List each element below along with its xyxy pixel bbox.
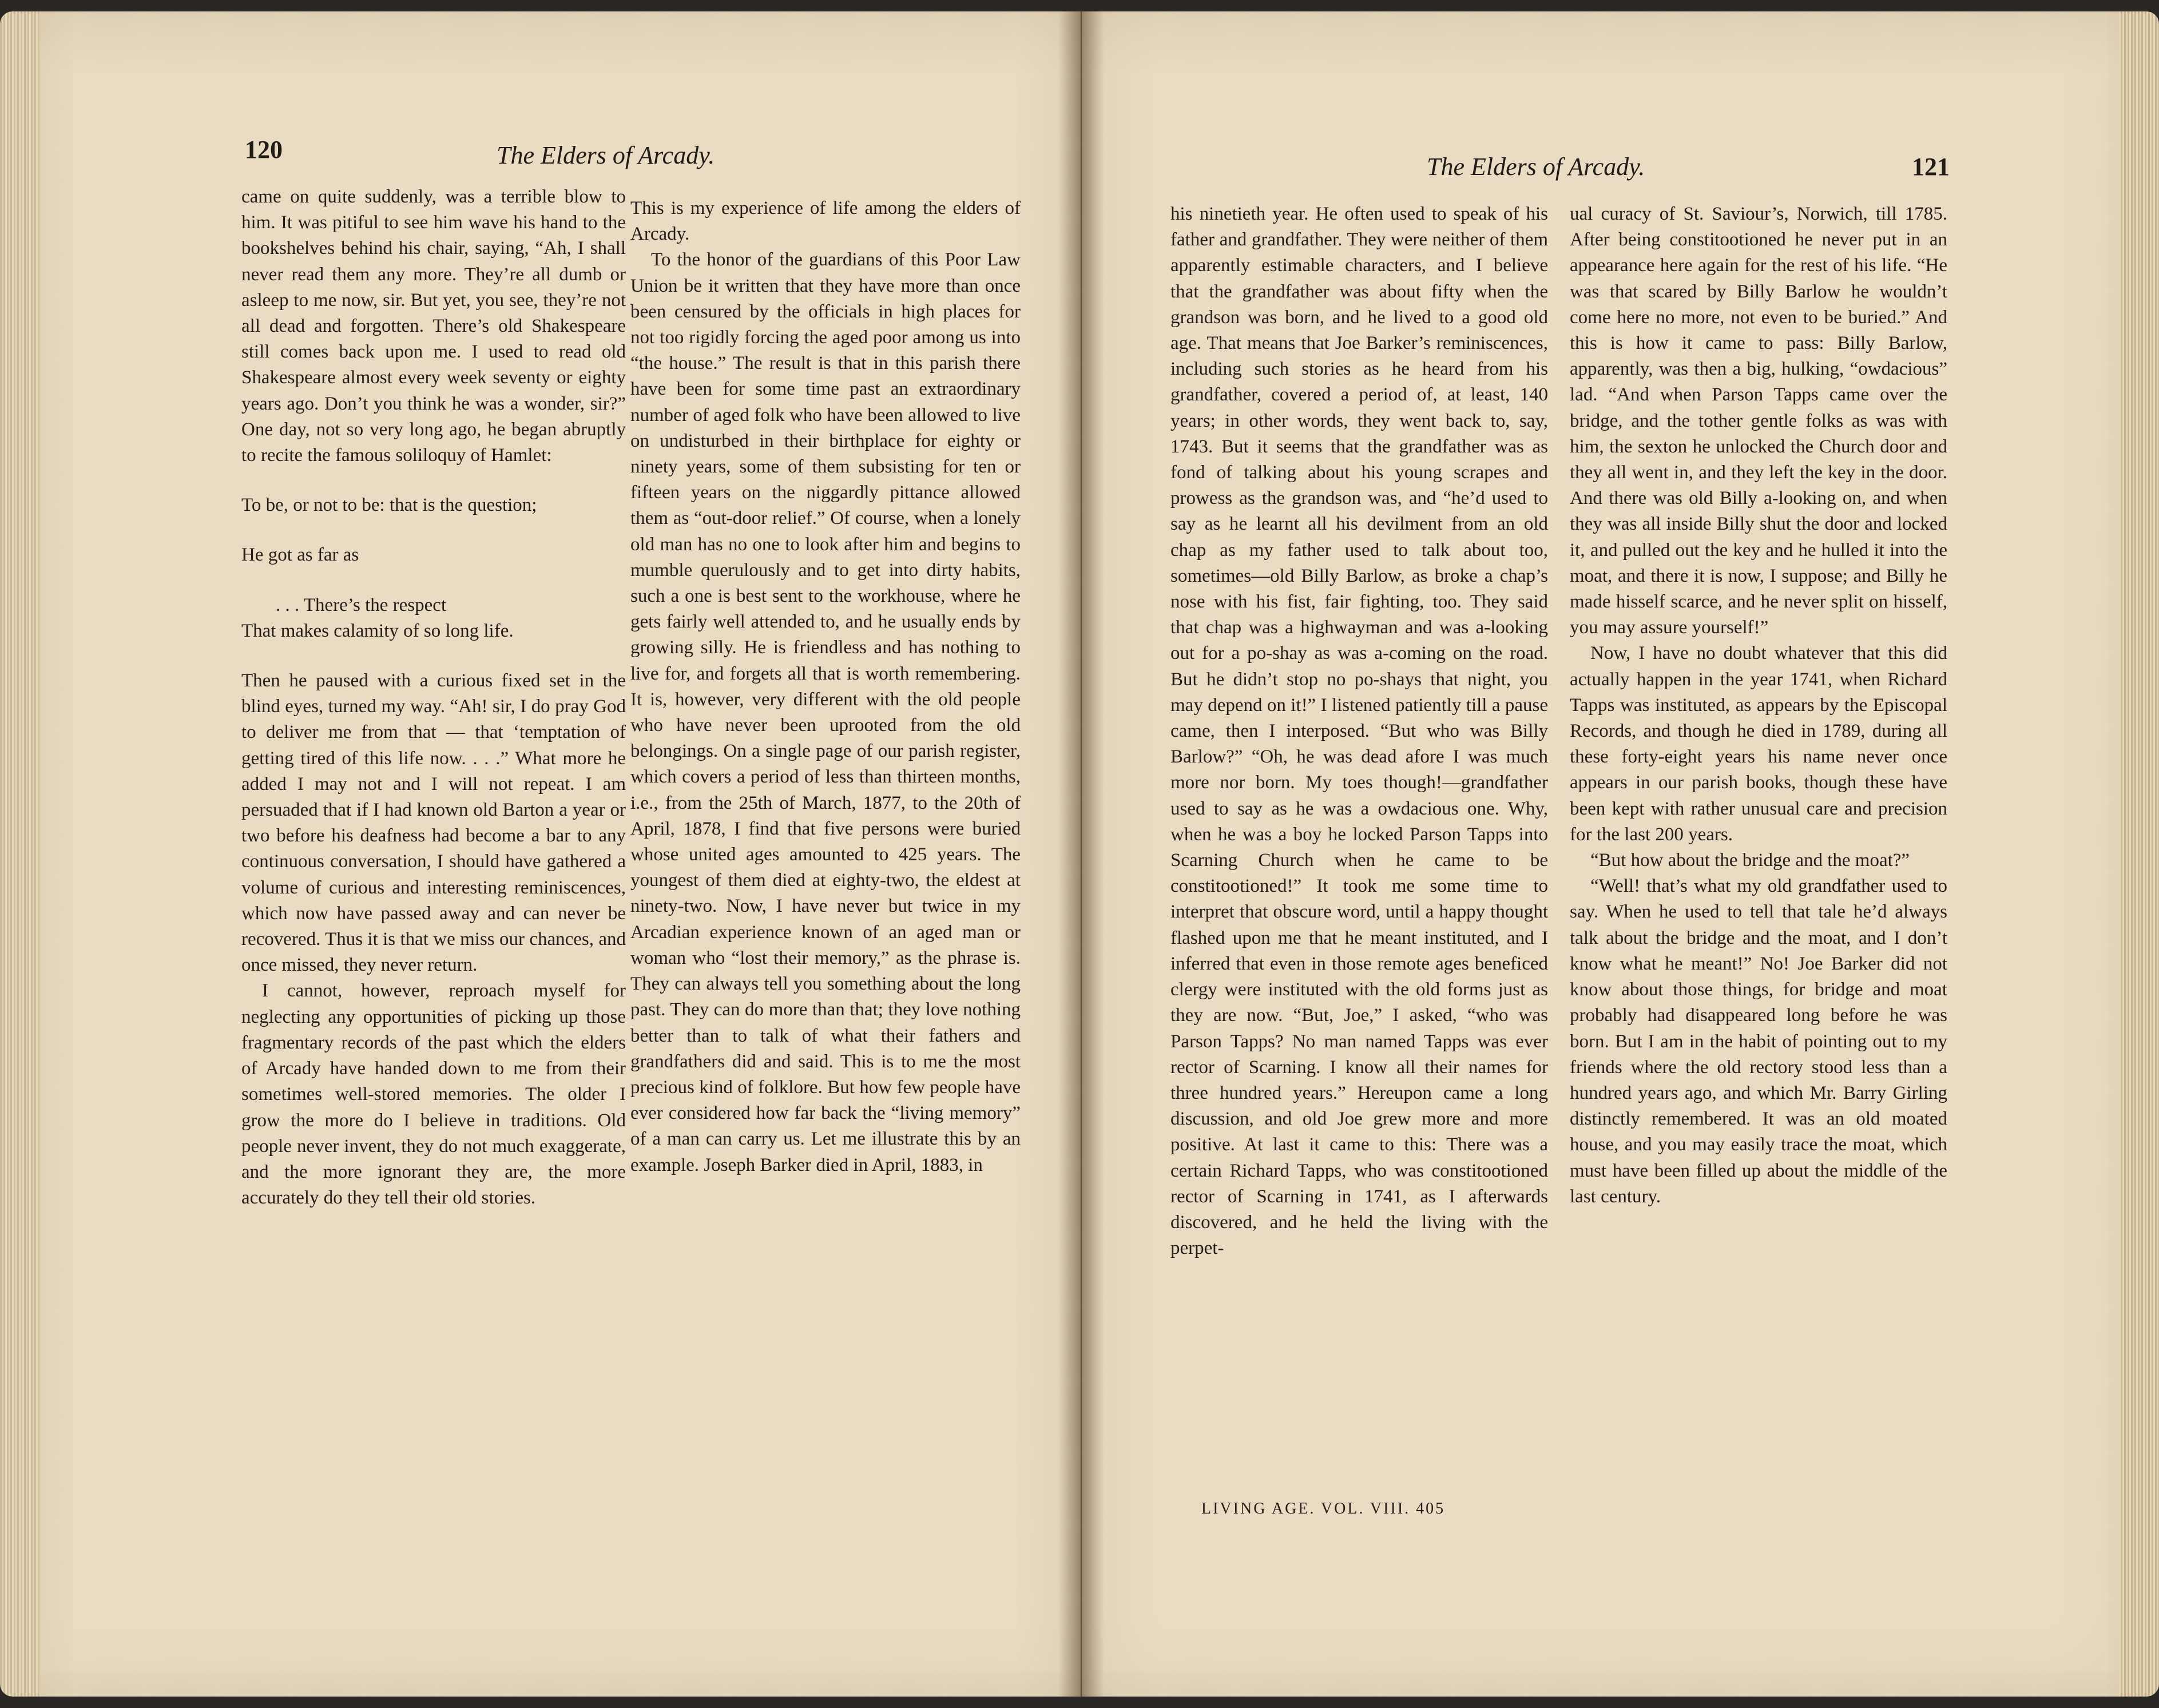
left-page-number: 120 xyxy=(245,136,283,164)
paragraph: his ninetieth year. He often used to speak of his father and grandfather. They were neither of them apparently estimable characters, and I believe that the grandfather was about fifty when the grandson was born, and he lived to a good old age. That means that Joe Barker’s reminiscences, including such stories as he heard from his grandfather, covered a period of, at least, 140 years; in other words, they went back to, say, 1743. But it seems that the grandfather was as fond of talking about his young scrapes and prowess as the grandson was, and “he’d used to say as he learnt all his devilment from an old chap as my father used to talk about too, sometimes—old Billy Barlow, as broke a chap’s nose with his fist, fair fighting, too. They said that chap was a highwayman and was a-looking out for a po-shay as was a-coming on the road. But he didn’t stop no po-shays that night, you may depend on it!” I listened patiently till a pause came, then I interposed. “But who was Billy Barlow?” “Oh, he was dead afore I was much more nor born. My toes though!—grandfather used to say as he was a owdacious one. Why, when he was a boy he locked Parson Tapps into Scarning Church when he came to be constitootioned!” It took me some time to interpret that obscure word, until a happy thought flashed upon me that he meant instituted, and I inferred that even in those remote ages beneficed clergy were instituted with the old forms just as they are now. “But, Joe,” I asked, “who was Parson Tapps? No man named Tapps was ever rector of Scarning. I know all their names for three hundred years.” Hereupon came a long discussion, and old Joe grew more and more positive. At last it came to this: There was a certain Richard Tapps, who was constitootioned rector of Scarning in 1741, as I afterwards discovered, and he held the living with the perpet- xyxy=(1170,204,1548,1259)
paragraph: This is my experience of life among the elders of Arcady. xyxy=(630,198,1021,245)
verse-line: That makes calamity of so long life. xyxy=(241,620,514,641)
book-gutter xyxy=(1058,11,1104,1697)
paragraph: I cannot, however, reproach myself for neglecting any opportunities of picking up those fragmentary records of the past which the elders of Arcady have handed down to me from their sometimes well-stored memories. The older I grow the more do I believe in traditions. Old people never invent, they do not much exaggerate, and the more ignorant they are, the more accurately do they tell their old stories. xyxy=(241,980,626,1209)
verse-line: . . . There’s the respect xyxy=(276,594,447,615)
paragraph: “But how about the bridge and the moat?” xyxy=(1590,850,1910,871)
right-running-title: The Elders of Arcady. xyxy=(1427,153,1645,181)
right-page-number: 121 xyxy=(1912,153,1950,181)
right-page-edges xyxy=(2119,11,2159,1697)
left-running-title: The Elders of Arcady. xyxy=(497,141,715,169)
left-page-column-1 xyxy=(241,184,626,1211)
paragraph: came on quite suddenly, was a terrible blow to him. It was pitiful to see him wave his hand to the bookshelves behind his chair, saying, “Ah, I shall never read them any more. They’re all dumb or asleep to me now, sir. But yet, you see, they’re not all dead and forgotten. There’s old Shakespeare still comes back upon me. I used to read old Shakespeare almost every week seventy or eighty years ago. Don’t you think he was a wonder, sir?” One day, not so very long ago, he began abruptly to recite the famous soliloquy of Hamlet: xyxy=(241,186,626,466)
left-page-column-2 xyxy=(630,196,1021,1178)
verse-line: To be, or not to be: that is the question; xyxy=(241,495,537,516)
paragraph: Now, I have no doubt whatever that this did actually happen in the year 1741, when Richard Tapps was instituted, as appears by the Episcopal Records, and though he died in 1789, during all these forty-eight years his name never once appears in our parish books, though these have been kept with rather unusual care and precision for the last 200 years. xyxy=(1570,643,1947,845)
left-page-edges xyxy=(0,11,40,1697)
right-page-column-2 xyxy=(1570,201,1947,1210)
paragraph: Then he paused with a curious fixed set in the blind eyes, turned my way. “Ah! sir, I do pray God to deliver me from that — that ‘temptation of getting tired of this life now. . . .” What more he added I may not and I will not repeat. I am persuaded that if I had known old Barton a year or two before his deafness had become a bar to any continuous conversation, I should have gathered a volume of curious and interesting reminiscences, which now have passed away and can never be recovered. Thus it is that we miss our chances, and once missed, they never return. xyxy=(241,670,626,976)
paragraph: ual curacy of St. Saviour’s, Norwich, till 1785. After being constitootioned he never put in an appearance here again for the rest of his life. “He was that scared by Billy Barlow he wouldn’t come here no more, not even to be buried.” And this is how it came to pass: Billy Barlow, apparently, was then a big, hulking, “owdacious” lad. “And when Parson Tapps came over the bridge, and the tother gentle folks as was with him, the sexton he unlocked the Church door and they all went in, and they left the key in the door. And there was old Billy a-looking on, and when they was all inside Billy shut the door and locked it, and pulled out the key and he hulled it into the moat, and there it is now, I suppose; and Billy he made hisself scarce, and he never split on hisself, you may assure yourself!” xyxy=(1570,204,1947,638)
paragraph: “Well! that’s what my old grandfather used to say. When he used to tell that tale he’d always talk about the bridge and the moat, and I don’t know what he meant!” No! Joe Barker did not know about those things, for bridge and moat probably had disappeared long before he was born. But I am in the habit of pointing out to my friends where the old rectory stood less than a hundred years ago, and which Mr. Barry Girling distinctly remembered. It was an old moated house, and you may easily trace the moat, which must have been filled up about the middle of the last century. xyxy=(1570,876,1947,1207)
right-page-column-1 xyxy=(1170,201,1548,1261)
paragraph: To the honor of the guardians of this Poor Law Union be it written that they have more than once been censured by the officials in high places for not too rigidly forcing the aged poor among us into “the house.” The result is that in this parish there have been for some time past an extraordinary number of aged folk who have been allowed to live on undisturbed in their birthplace for eighty or ninety years, some of them subsisting for ten or fifteen years on the niggardly pittance allowed them as “out-door relief.” Of course, when a lonely old man has no one to look after him and begins to mumble querulously and to get into dirty habits, such a one is best sent to the workhouse, where he gets fairly well attended to, and he usually ends by growing silly. He is friendless and has nothing to live for, and forgets all that is worth remembering. It is, however, very different with the old people who have never been uprooted from the old belongings. On a single page of our parish register, which covers a period of less than thirteen months, i.e., from the 25th of March, 1877, to the 20th of April, 1878, I find that five persons were buried whose united ages amounted to 425 years. The youngest of them died at eighty-two, the eldest at ninety-two. Now, I have never but twice in my Arcadian experience known of an aged man or woman who “lost their memory,” as the phrase is. They can always tell you something about the long past. They can do more than that; they love nothing better than to talk of what their fathers and grandfathers did and said. This is to me the most precious kind of folklore. But how few people have ever considered how far back the “living memory” of a man can carry us. Let me illustrate this by an example. Joseph Barker died in April, 1883, in xyxy=(630,249,1021,1175)
page-footer: LIVING AGE. VOL. VIII. 405 xyxy=(1201,1500,1446,1518)
paragraph: He got as far as xyxy=(241,545,359,566)
